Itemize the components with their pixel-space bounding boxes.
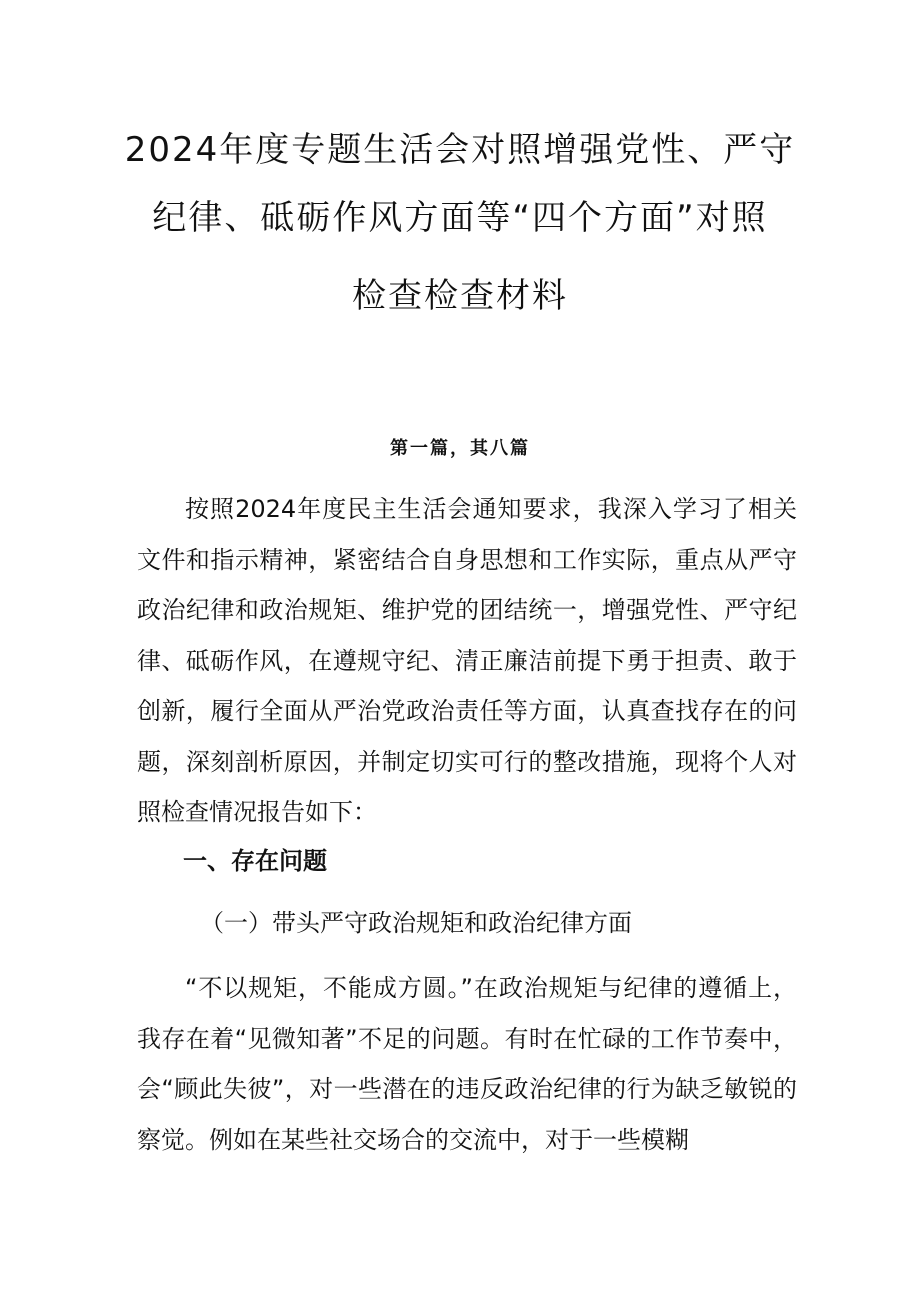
document-title-line-2: 纪律、砥砺作风方面等“四个方面”对照 <box>152 198 768 238</box>
document-title-line-3: 检查检查材料 <box>352 276 568 316</box>
section-heading: 一、存在问题 <box>183 847 327 875</box>
body-paragraph: “不以规矩，不能成方圆。”在政治规矩与纪律的遵循上，我存在着“见微知著”不足的问题。有时在忙碌的工作节奏中，会“顾此失彼”，对一些潜在的违反政治纪律的行为缺乏敏锐的察觉。例如在某些社交场合的交流中，对于一些模糊 <box>137 974 797 1154</box>
document-subtitle: 第一篇，其八篇 <box>390 438 530 459</box>
intro-paragraph: 按照2024年度民主生活会通知要求，我深入学习了相关文件和指示精神，紧密结合自身思想和工作实际，重点从严守政治纪律和政治规矩、维护党的团结统一，增强党性、严守纪律、砥砺作风，在遵规守纪、清正廉洁前提下勇于担责、敢于创新，履行全面从严治党政治责任等方面，认真查找存在的问题，深刻剖析原因，并制定切实可行的整改措施，现将个人对照检查情况报告如下： <box>137 495 797 826</box>
subsection-heading: （一）带头严守政治规矩和政治纪律方面 <box>200 909 632 937</box>
document-title-line-1: 2024年度专题生活会对照增强党性、严守 <box>124 130 796 170</box>
